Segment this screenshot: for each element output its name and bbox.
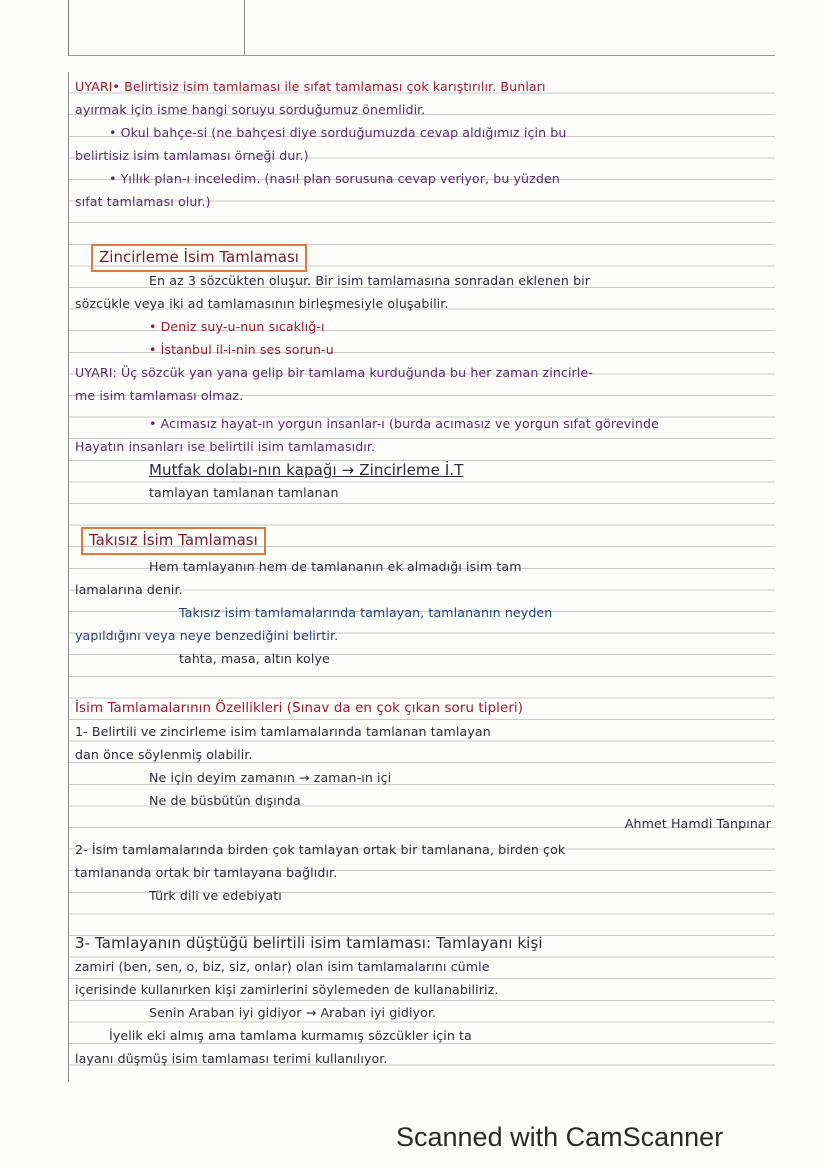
uyari-line-3: • Okul bahçe-si (ne bahçesi diye sorduğumuzda cevap aldığımız için bu [109, 125, 567, 140]
ozellik-2-example: Türk dili ve edebiyatı [149, 888, 282, 903]
takisiz-line-2: lamalarına denir. [75, 582, 183, 597]
takisiz-example: tahta, masa, altın kolye [179, 651, 330, 666]
uyari-line-2: ayırmak için isme hangi soruyu sorduğumuz önemlidir. [75, 102, 426, 117]
margin-divider [244, 0, 245, 55]
ozellik-3-line-3: içerisinde kullanırken kişi zamirlerini söylemeden de kullanabiliriz. [75, 982, 499, 997]
uyari-line-4: belirtisiz isim tamlaması örneği dur.) [75, 148, 309, 163]
ozellik-3-line-5: layanı düşmüş isim tamlaması terimi kullanılıyor. [75, 1051, 388, 1066]
zincirleme-line-1: En az 3 sözcükten oluşur. Bir isim tamlamasına sonradan eklenen bir [149, 273, 591, 288]
ozellik-2-line-2: tamlananda ortak bir tamlayana bağlıdır. [75, 865, 338, 880]
takisiz-line-3: Takısız isim tamlamalarında tamlayan, tamlananın neyden [179, 605, 553, 620]
ozellik-1-line-1: 1- Belirtili ve zincirleme isim tamlamalarında tamlanan tamlayan [75, 724, 491, 739]
uyari-line-6: sıfat tamlaması olur.) [75, 194, 211, 209]
zincirleme-labels: tamlayan tamlanan tamlanan [149, 485, 339, 500]
ozellik-1-example-2: Ne de büsbütün dışında [149, 793, 301, 808]
watermark-prefix: Scanned with [396, 1122, 566, 1152]
zincirleme-line-2: sözcükle veya iki ad tamlamasının birleşmesiyle oluşabilir. [75, 296, 449, 311]
ozellik-3-line-2: zamiri (ben, sen, o, biz, siz, onlar) olan isim tamlamalarını cümle [75, 959, 490, 974]
ozellik-1-author: Ahmet Hamdi Tanpınar [624, 816, 771, 831]
zincirleme-uyari-2: me isim tamlaması olmaz. [75, 388, 244, 403]
lined-paper [68, 72, 775, 1082]
zincirleme-uyari-1: UYARI: Üç sözcük yan yana gelip bir tamlama kurduğunda bu her zaman zincirle- [75, 365, 593, 380]
ozellik-3-line-1: 3- Tamlayanın düştüğü belirtili isim tamlaması: Tamlayanı kişi [75, 934, 543, 952]
heading-ozellikler: İsim Tamlamalarının Özellikleri (Sınav da en çok çıkan soru tipleri) [75, 701, 524, 716]
takisiz-line-4: yapıldığını veya neye benzediğini belirtir. [75, 628, 339, 643]
heading-zincirleme: Zincirleme İsim Tamlaması [91, 244, 307, 272]
uyari-line-5: • Yıllık plan-ı inceledim. (nasıl plan sorusuna cevap veriyor, bu yüzden [109, 171, 560, 186]
zincirleme-example-2: • İstanbul il-i-nin ses sorun-u [149, 342, 334, 357]
ozellik-1-line-2: dan önce söylenmiş olabilir. [75, 747, 253, 762]
watermark-brand: CamScanner [565, 1122, 724, 1152]
zincirleme-note: Hayatın insanları ise belirtili isim tamlamasıdır. [75, 439, 376, 454]
takisiz-line-1: Hem tamlayanın hem de tamlananın ek almadığı isim tam [149, 559, 522, 574]
ozellik-3-example: Senin Araban iyi gidiyor → Araban iyi gidiyor. [149, 1005, 437, 1020]
previous-page-strip [68, 0, 775, 56]
ozellik-3-line-4: İyelik eki almış ama tamlama kurmamış sözcükler için ta [109, 1028, 472, 1043]
ozellik-1-example-1: Ne için deyim zamanın → zaman-ın içi [149, 770, 392, 785]
zincirleme-example-3: • Acımasız hayat-ın yorgun insanlar-ı (burda acımasız ve yorgun sıfat görevinde [149, 416, 659, 431]
zincirleme-example-1: • Deniz suy-u-nun sıcaklığ-ı [149, 319, 325, 334]
scanner-watermark [396, 1122, 723, 1153]
zincirleme-example-4: Mutfak dolabı-nın kapağı → Zincirleme İ.T [149, 461, 464, 479]
ozellik-2-line-1: 2- İsim tamlamalarında birden çok tamlayan ortak bir tamlanana, birden çok [75, 842, 566, 857]
heading-takisiz: Takısız İsim Tamlaması [81, 527, 266, 555]
uyari-line-1: UYARI• Belirtisiz isim tamlaması ile sıfat tamlaması çok karıştırılır. Bunları [75, 79, 546, 94]
